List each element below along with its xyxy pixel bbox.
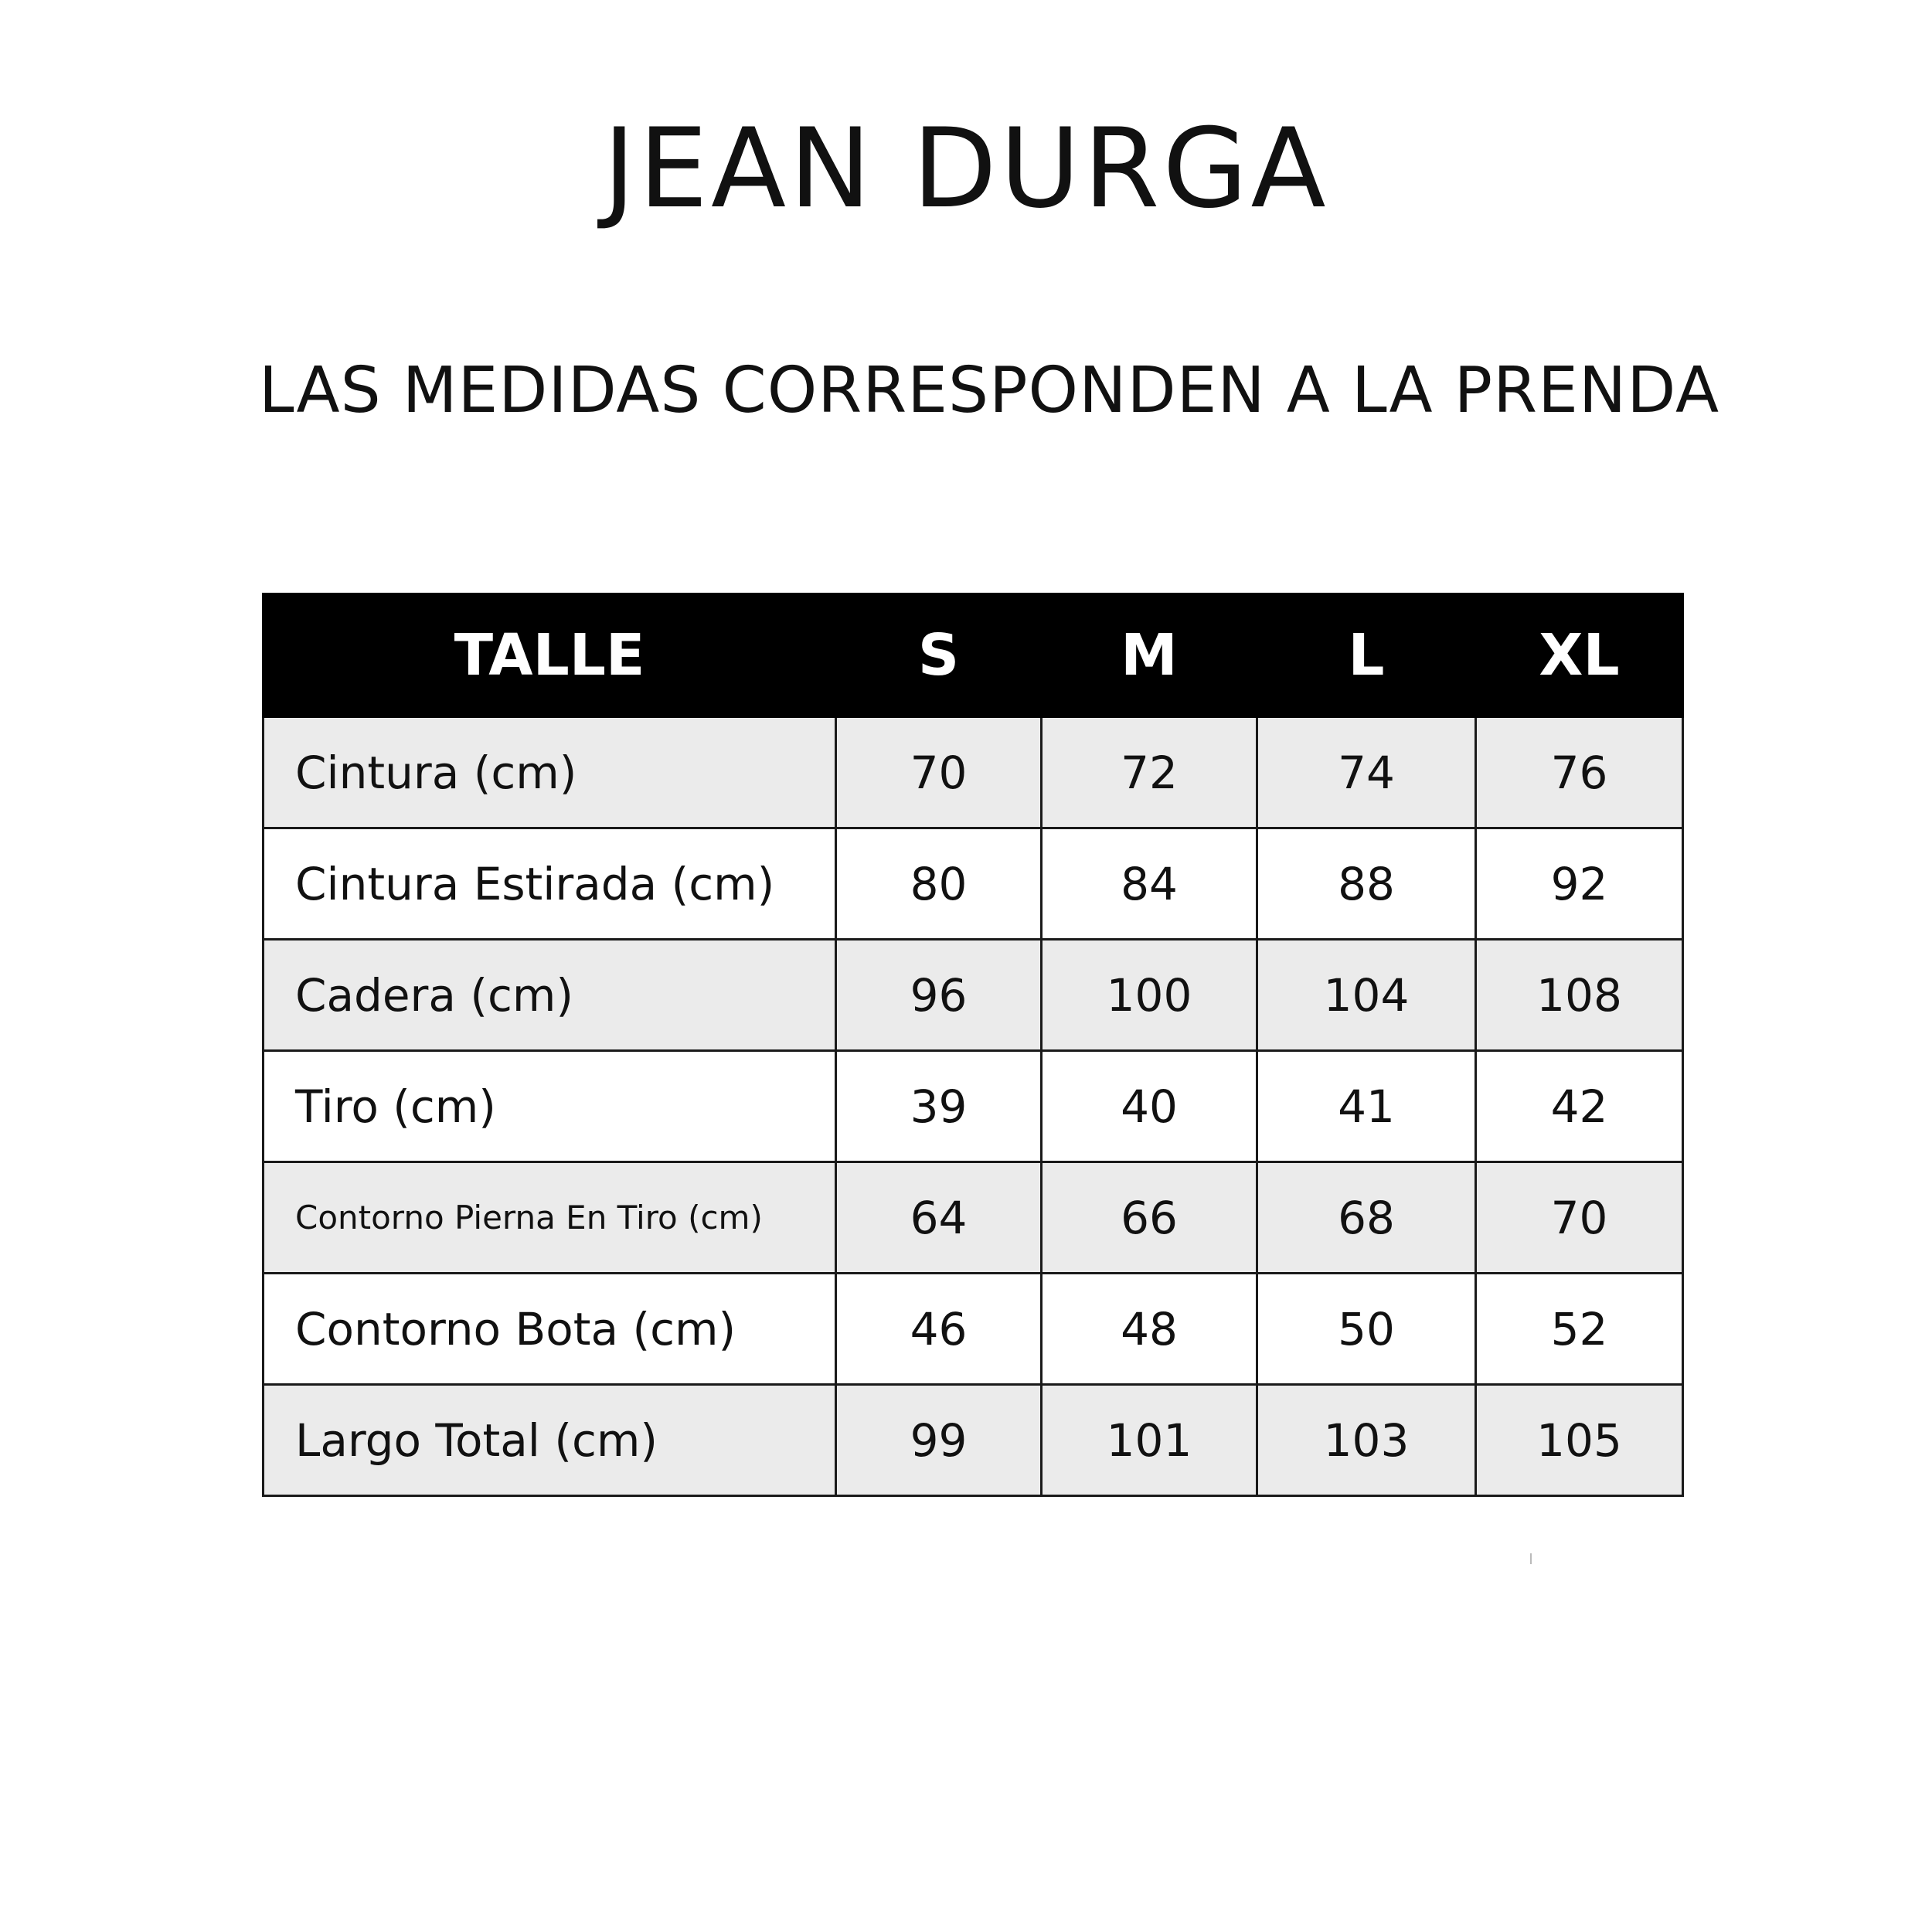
table-row (264, 717, 1683, 828)
page-subtitle: LAS MEDIDAS CORRESPONDEN A LA PRENDA (258, 354, 1720, 427)
header-size-xl: XL (1476, 594, 1683, 717)
cell-value: 64 (836, 1162, 1042, 1274)
cell-value: 105 (1476, 1385, 1683, 1496)
table-row (264, 1051, 1683, 1162)
cell-value: 104 (1257, 940, 1476, 1051)
page-title: JEAN DURGA (603, 105, 1329, 233)
row-label: Tiro (cm) (264, 1051, 836, 1162)
cell-value: 99 (836, 1385, 1042, 1496)
size-chart-table (262, 593, 1684, 1497)
header-talle: TALLE (264, 594, 836, 717)
cell-value: 92 (1476, 828, 1683, 940)
cell-value: 101 (1042, 1385, 1257, 1496)
row-label: Cadera (cm) (264, 940, 836, 1051)
row-label: Largo Total (cm) (264, 1385, 836, 1496)
cell-value: 48 (1042, 1274, 1257, 1385)
table-row (264, 1385, 1683, 1496)
cell-value: 40 (1042, 1051, 1257, 1162)
table-row (264, 940, 1683, 1051)
cell-value: 74 (1257, 717, 1476, 828)
row-label: Cintura (cm) (264, 717, 836, 828)
cell-value: 70 (1476, 1162, 1683, 1274)
cell-value: 103 (1257, 1385, 1476, 1496)
table-row (264, 1274, 1683, 1385)
table-header-row (264, 594, 1683, 717)
cell-value: 70 (836, 717, 1042, 828)
cell-value: 88 (1257, 828, 1476, 940)
table-row (264, 1162, 1683, 1274)
cell-value: 42 (1476, 1051, 1683, 1162)
cell-value: 66 (1042, 1162, 1257, 1274)
cell-value: 108 (1476, 940, 1683, 1051)
header-size-l: L (1257, 594, 1476, 717)
stray-mark (1530, 1553, 1532, 1564)
table-row (264, 828, 1683, 940)
header-size-s: S (836, 594, 1042, 717)
row-label: Cintura Estirada (cm) (264, 828, 836, 940)
cell-value: 96 (836, 940, 1042, 1051)
row-label: Contorno Bota (cm) (264, 1274, 836, 1385)
header-size-m: M (1042, 594, 1257, 717)
row-label: Contorno Pierna En Tiro (cm) (264, 1162, 836, 1274)
cell-value: 46 (836, 1274, 1042, 1385)
cell-value: 68 (1257, 1162, 1476, 1274)
cell-value: 41 (1257, 1051, 1476, 1162)
cell-value: 50 (1257, 1274, 1476, 1385)
cell-value: 39 (836, 1051, 1042, 1162)
cell-value: 72 (1042, 717, 1257, 828)
cell-value: 80 (836, 828, 1042, 940)
cell-value: 100 (1042, 940, 1257, 1051)
cell-value: 52 (1476, 1274, 1683, 1385)
cell-value: 76 (1476, 717, 1683, 828)
cell-value: 84 (1042, 828, 1257, 940)
